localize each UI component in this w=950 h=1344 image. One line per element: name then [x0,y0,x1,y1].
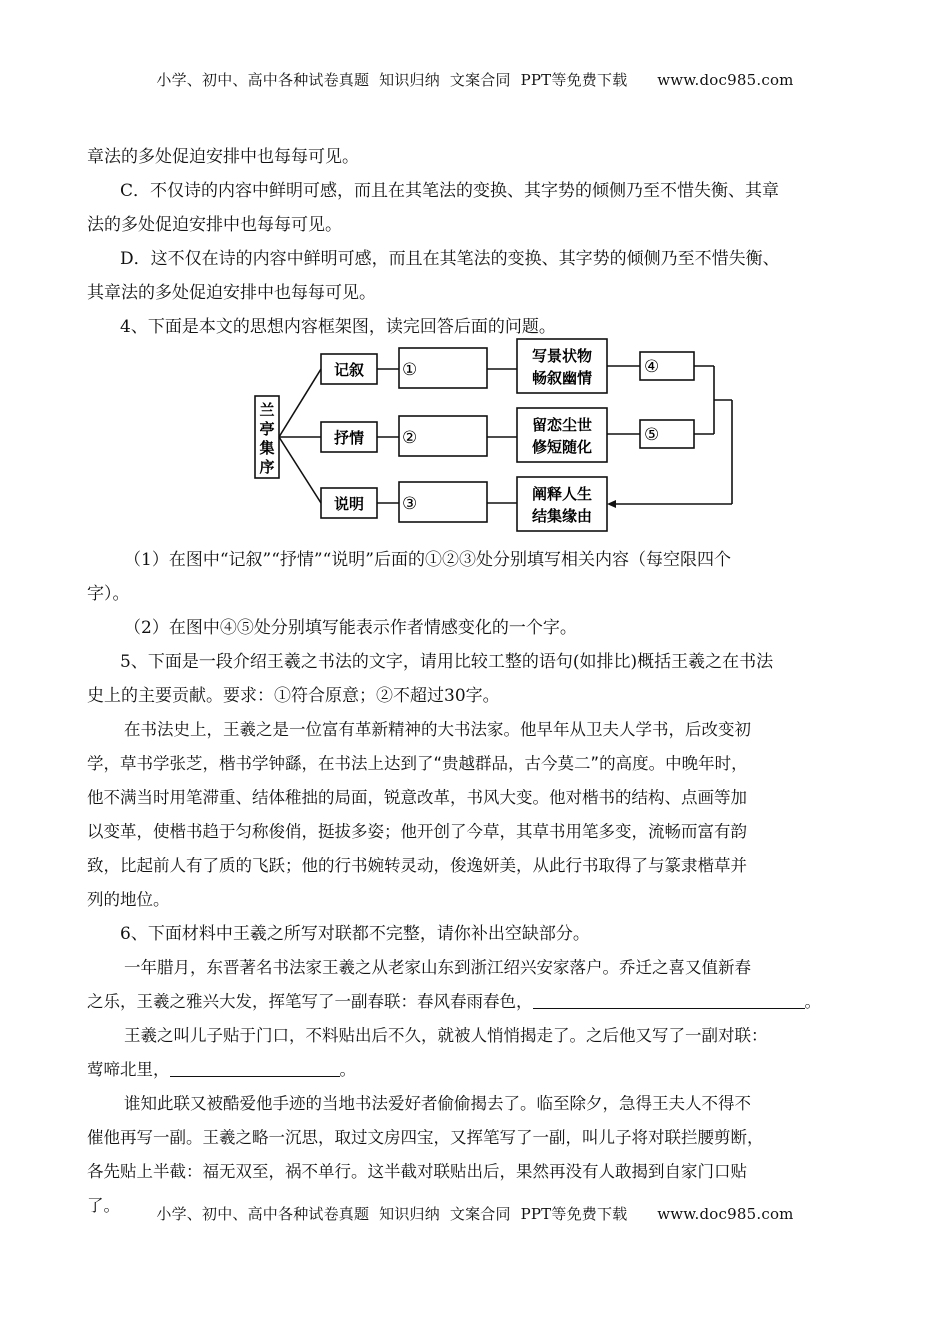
material-5-line: 致，比起前人有了质的飞跃；他的行书婉转灵动，俊逸妍美，从此行书取得了与篆隶楷草并 [87,856,747,875]
diagram-result-text: 写景状物 [531,347,593,365]
diagram-title-char: 兰 [259,401,275,419]
diagram-branch-label: 抒情 [333,429,365,447]
option-c-line-2: 法的多处促迫安排中也每每可见。 [87,215,342,235]
material-6-line: 王羲之叫儿子贴于门口，不料贴出后不久，就被人悄悄揭走了。之后他又写了一副对联： [124,1026,768,1045]
diagram-blank-marker: ② [402,428,418,448]
question-4-2: （2）在图中④⑤处分别填写能表示作者情感变化的一个字。 [124,618,577,638]
diagram-title-char: 亭 [259,420,275,438]
option-d-line-2: 其章法的多处促迫安排中也每每可见。 [87,283,376,303]
diagram-result-text: 阐释人生 [531,485,593,503]
diagram-emotion-marker: ④ [644,357,660,377]
diagram-branch-label: 记叙 [333,361,365,379]
material-5-line: 在书法史上，王羲之是一位富有革新精神的大书法家。他早年从卫夫人学书，后改变初 [124,720,751,739]
material-6-text: 。 [339,1060,356,1079]
question-6: 6、下面材料中王羲之所写对联都不完整，请你补出空缺部分。 [120,924,590,944]
diagram-branch-label: 说明 [333,495,365,513]
diagram-emotion-marker: ⑤ [644,425,660,445]
couplet-blank-1[interactable] [533,988,805,1009]
material-6-text: 莺啼北里， [87,1060,170,1079]
material-6-line: 谁知此联又被酷爱他手迹的当地书法爱好者偷偷揭去了。临至除夕，急得王夫人不得不 [124,1094,751,1113]
material-5-line: 以变革，使楷书趋于匀称俊俏，挺拔多姿；他开创了今草，其草书用笔多变，流畅而富有韵 [87,822,747,841]
diagram-result-text: 结集缘由 [531,507,593,525]
paragraph: 章法的多处促迫安排中也每每可见。 [87,147,359,167]
framework-diagram [250,336,750,536]
diagram-title-char: 序 [259,458,275,476]
question-4: 4、下面是本文的思想内容框架图，读完回答后面的问题。 [120,317,556,337]
material-6-text: 。 [804,992,821,1011]
material-6-line: 各先贴上半截：福无双至，祸不单行。这半截对联贴出后，果然再没有人敢揭到自家门口贴 [87,1162,747,1181]
diagram-result-text: 畅叙幽情 [531,369,593,387]
material-6-line: 催他再写一副。王羲之略一沉思，取过文房四宝，又挥笔写了一副，叫儿子将对联拦腰剪断， [87,1128,764,1147]
material-5-line: 学，草书学张芝，楷书学钟繇，在书法上达到了“贵越群品，古今莫二”的高度。中晚年时， [87,754,748,773]
material-5-line: 列的地位。 [87,890,170,909]
page-footer: 小学、初中、高中各种试卷真题 知识归纳 文案合同 PPT等免费下载 www.doc985.com [156,1205,794,1223]
diagram-title-char: 集 [259,439,275,457]
question-4-1-line-2: 字）。 [87,584,130,604]
question-4-1-line-1: （1）在图中“记叙”“抒情”“说明”后面的①②③处分别填写相关内容（每空限四个 [124,550,731,570]
diagram-result-text: 留恋尘世 [531,416,593,434]
material-6-line: 一年腊月，东晋著名书法家王羲之从老家山东到浙江绍兴安家落户。乔迁之喜又值新春 [124,958,751,977]
material-6-line [87,985,867,1019]
material-6-line: 了。 [87,1196,120,1215]
page-header: 小学、初中、高中各种试卷真题 知识归纳 文案合同 PPT等免费下载 www.doc985.com [156,71,794,89]
option-d-line-1: D．这不仅在诗的内容中鲜明可感，而且在其笔法的变换、其字势的倾侧乃至不惜失衡、 [120,249,780,269]
material-6-text: 之乐，王羲之雅兴大发，挥笔写了一副春联：春风春雨春色， [87,992,533,1011]
question-5-line-2: 史上的主要贡献。要求：①符合原意；②不超过30字。 [87,686,500,706]
couplet-blank-2[interactable] [170,1056,340,1077]
material-5-line: 他不满当时用笔滞重、结体稚拙的局面，锐意改革，书风大变。他对楷书的结构、点画等加 [87,788,747,807]
material-6-line [87,1053,867,1087]
option-c-line-1: C．不仅诗的内容中鲜明可感，而且在其笔法的变换、其字势的倾侧乃至不惜失衡、其章 [120,181,780,201]
diagram-result-text: 修短随化 [531,438,593,456]
question-5-line-1: 5、下面是一段介绍王羲之书法的文字，请用比较工整的语句(如排比)概括王羲之在书法 [120,652,774,672]
diagram-blank-marker: ③ [402,494,418,514]
diagram-blank-marker: ① [402,360,418,380]
